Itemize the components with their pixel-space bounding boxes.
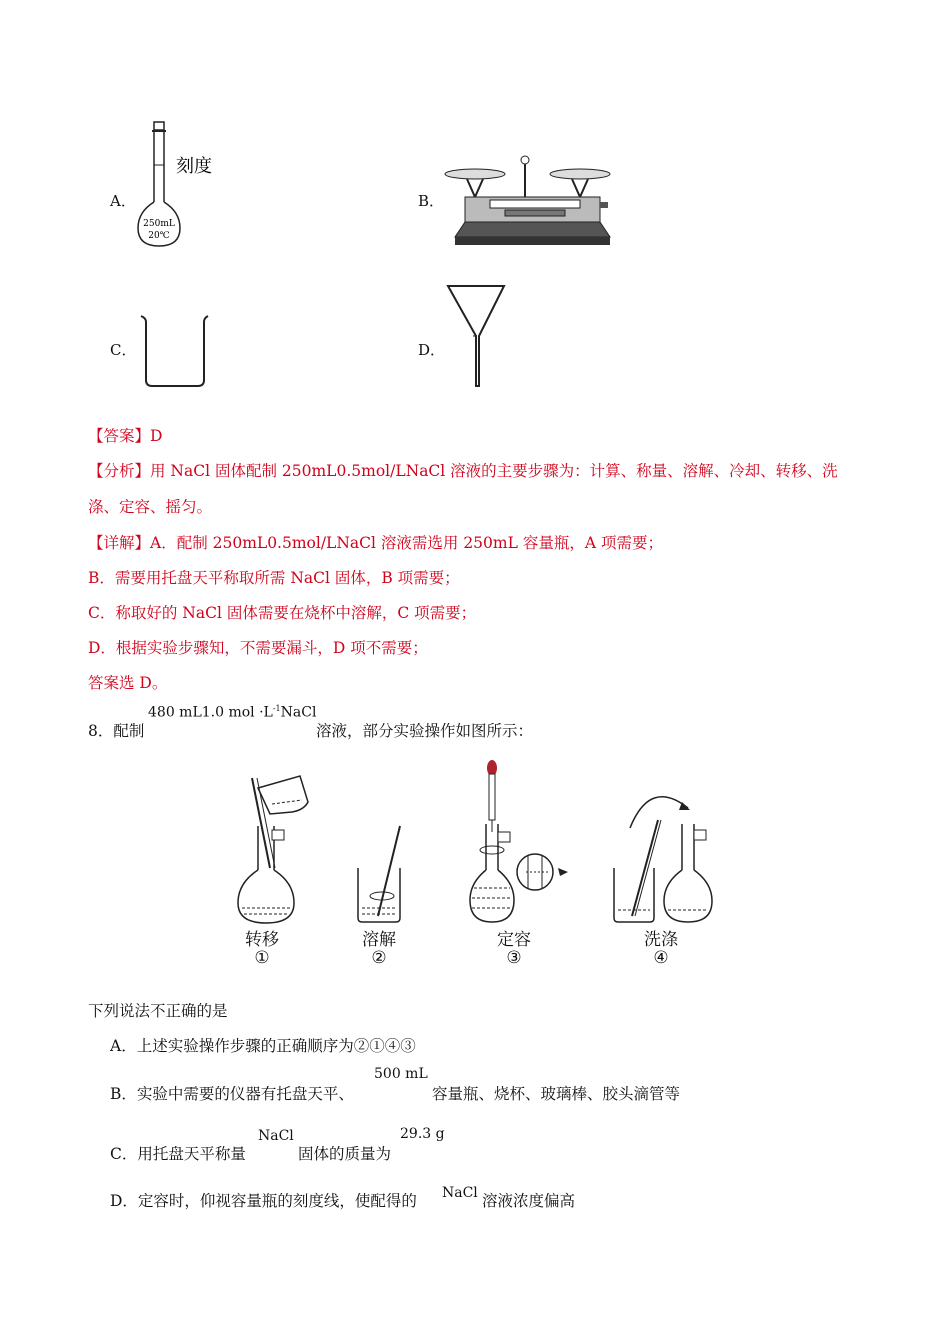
step-2-name: 溶解 [362,930,396,950]
option-b-label: B． [418,192,445,210]
funnel-image [446,284,506,390]
dissolve-illustration [358,826,400,922]
detail-line-c: C．称取好的 NaCl 固体需要在烧杯中溶解，C 项需要； [88,604,477,622]
q8-option-c-pre: C．用托盘天平称量 [110,1145,246,1163]
flask-volume-text: 250mL [143,219,175,229]
step-4-num: ④ [653,948,669,968]
flask-temp-text: 20℃ [148,231,170,241]
detail-line-d: D．根据实验步骤知，不需要漏斗，D 项不需要； [88,639,428,657]
transfer-illustration [238,776,308,923]
detail-line-b: B．需要用托盘天平称取所需 NaCl 固体，B 项需要； [88,569,460,587]
option-c-label: C． [110,341,137,359]
q8-prefix: 8．配制 [88,722,145,740]
step-2-num: ② [371,948,387,968]
constant-volume-illustration [470,760,568,922]
option-a-label: A． [110,192,136,210]
step-3-num: ③ [506,948,522,968]
q8-option-b-formula: 500 mL [374,1066,428,1082]
option-d-label: D． [418,341,446,359]
analysis-line-2: 涤、定容、摇匀。 [88,498,213,516]
q8-suffix: 溶液，部分实验操作如图所示： [316,722,534,740]
analysis-line-1: 【分析】用 NaCl 固体配制 250mL0.5mol/LNaCl 溶液的主要步骤为：计算、称量、溶解、冷却、转移、洗 [88,462,838,480]
q8-option-d-post: 溶液浓度偏高 [482,1192,576,1210]
q8-option-c-formula1: NaCl [258,1128,294,1144]
answer-line: 【答案】D [88,427,163,445]
step-3-name: 定容 [497,930,531,950]
q8-option-c-mid: 固体的质量为 [298,1145,392,1163]
experiment-figure [230,758,730,933]
q8-stem: 下列说法不正确的是 [88,1002,228,1020]
balance-image [445,152,620,252]
step-4-name: 洗涤 [644,930,678,950]
q8-option-d-pre: D．定容时，仰视容量瓶的刻度线，使配得的 [110,1192,417,1210]
q8-option-b-post: 容量瓶、烧杯、玻璃棒、胶头滴管等 [432,1085,681,1103]
q8-option-d-formula: NaCl [442,1185,478,1201]
q8-formula: 480 mL1.0 mol $\cdot L^{-1}NaCl$ [148,704,317,721]
detail-line-a: 【详解】A．配制 250mL0.5mol/LNaCl 溶液需选用 250mL 容量瓶，A 项需要； [88,534,663,552]
wash-illustration [614,797,712,922]
beaker-image [138,312,210,390]
flask-mark-text: 刻度 [176,156,212,177]
step-1-name: 转移 [245,930,279,950]
q8-option-a: A．上述实验操作步骤的正确顺序为②①④③ [110,1037,416,1055]
q8-option-b-pre: B．实验中需要的仪器有托盘天平、 [110,1085,354,1103]
step-1-num: ① [254,948,270,968]
q8-option-c-formula2: 29.3 g [400,1126,445,1142]
answer-conclusion: 答案选 D。 [88,674,168,692]
volumetric-flask-image [130,120,240,250]
